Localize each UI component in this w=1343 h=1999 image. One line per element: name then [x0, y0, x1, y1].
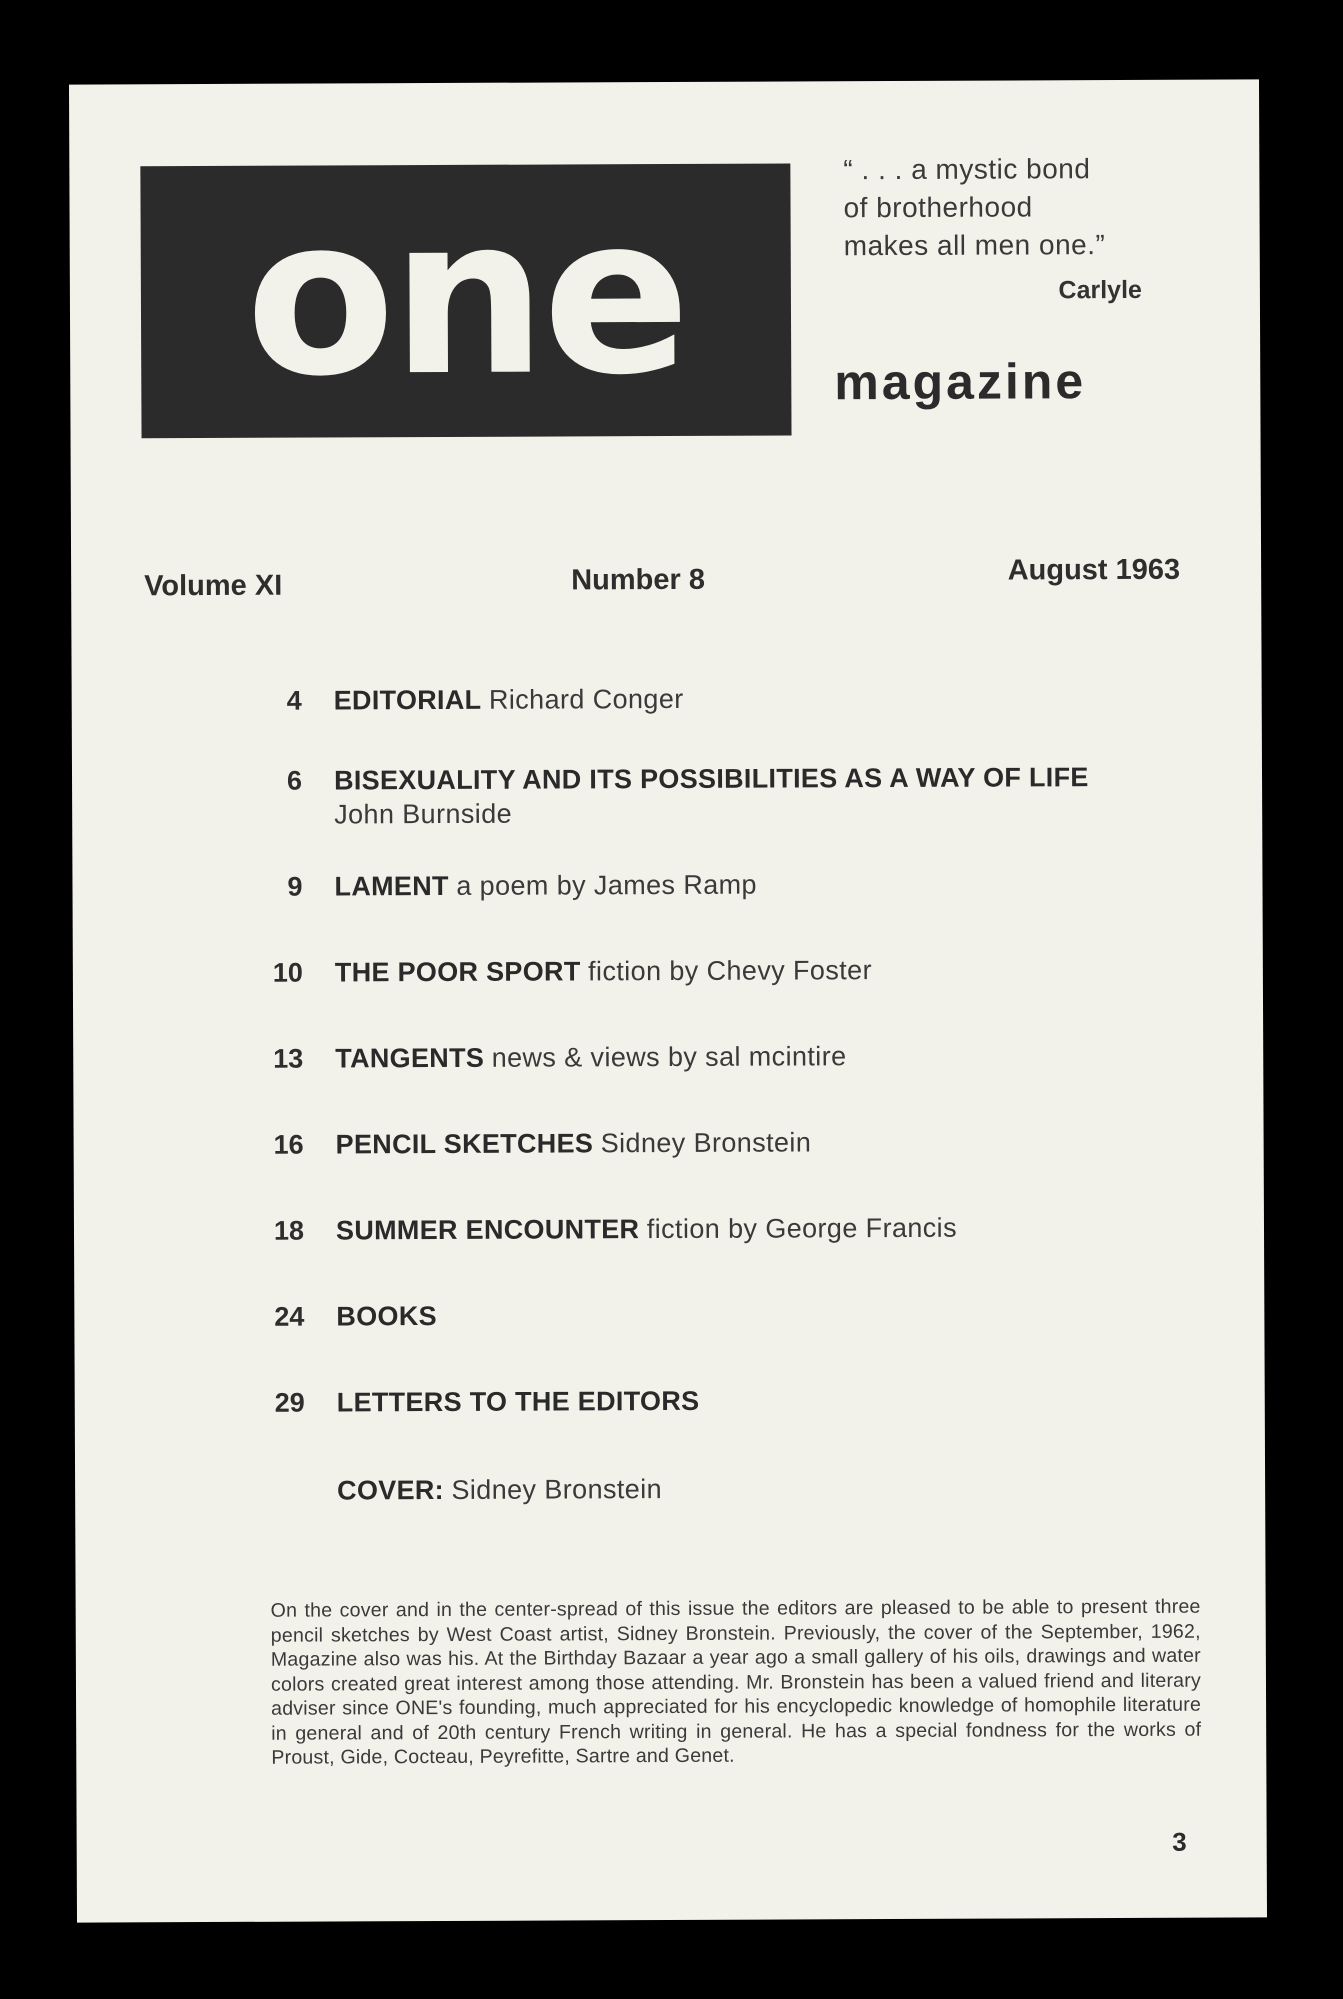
issue-number: Number 8 — [571, 563, 705, 597]
toc-entry — [337, 1470, 1137, 1507]
toc-title: LAMENT — [334, 870, 449, 902]
toc-entry — [335, 1038, 1135, 1075]
toc-page-number: 16 — [273, 1129, 304, 1160]
toc-description: a poem by James Ramp — [456, 869, 757, 901]
toc-title: COVER: — [337, 1474, 445, 1506]
toc-page-number: 13 — [273, 1043, 304, 1074]
quote-attribution: Carlyle — [1058, 275, 1142, 305]
toc-item — [244, 1124, 1144, 1160]
toc-title: LETTERS TO THE EDITORS — [336, 1385, 700, 1418]
toc-page-number: 24 — [274, 1301, 305, 1332]
toc-entry — [334, 866, 1134, 903]
issue-info — [144, 553, 1181, 605]
logo-word: one — [244, 169, 687, 425]
toc-title: SUMMER ENCOUNTER — [335, 1214, 640, 1246]
toc-page-number: 9 — [287, 871, 303, 902]
toc-description: news & views by sal mcintire — [491, 1041, 847, 1073]
toc-title: BOOKS — [336, 1301, 437, 1332]
toc-title: EDITORIAL — [333, 684, 482, 716]
toc-title: THE POOR SPORT — [334, 956, 581, 988]
toc-item — [242, 866, 1142, 902]
cover-note-paragraph: On the cover and in the center-spread of this issue the editors are pleased to be able to present three pencil sketches by West Coast artist, Sidney Bronstein. Previously, the cover of the September, 1962, Magazine also was his. At the Birthday Bazaar a year ago a small gallery of his oils, drawings and water colors created great interest among those attending. Mr. Bronstein has been a valued friend and literary adviser since ONE's founding, much appreciated for his encyclopedic knowledge of homophile literature in general and of 20th century French writing in general. He has a special fondness for the works of Proust, Gide, Cocteau, Peyrefitte, Sartre and Genet. — [270, 1595, 1202, 1769]
toc-description: Sidney Bronstein — [451, 1474, 663, 1505]
toc-title: PENCIL SKETCHES — [335, 1128, 594, 1160]
toc-entry — [334, 680, 1134, 717]
toc-entry — [336, 1210, 1136, 1247]
toc-description: Sidney Bronstein — [600, 1127, 812, 1159]
toc-page-number: 18 — [273, 1215, 305, 1246]
toc-page-number: 29 — [274, 1387, 305, 1418]
issue-date: August 1963 — [1007, 553, 1181, 587]
logo-block — [140, 163, 791, 438]
magazine-page — [69, 79, 1267, 1922]
toc-item — [245, 1382, 1145, 1418]
toc-entry — [336, 1124, 1136, 1161]
toc-item — [244, 1296, 1144, 1332]
toc-item — [244, 1210, 1144, 1246]
toc-entry — [334, 760, 1134, 831]
toc-page-number: 4 — [286, 685, 302, 716]
toc-item — [243, 952, 1143, 988]
toc-description: fiction by Chevy Foster — [588, 955, 872, 987]
quote-line: “ . . . a mystic bond — [843, 153, 1091, 186]
toc-author: John Burnside — [334, 798, 513, 830]
masthead-title: magazine — [834, 353, 1087, 411]
toc-entry — [337, 1382, 1137, 1419]
toc-entry — [336, 1296, 1136, 1333]
quote-line: of brotherhood — [843, 191, 1033, 224]
toc-title: BISEXUALITY AND ITS POSSIBILITIES AS A WAY OF LIFE — [333, 762, 1089, 796]
toc-description: Richard Conger — [488, 683, 684, 715]
page-number: 3 — [1172, 1826, 1187, 1857]
issue-volume: Volume XI — [144, 569, 283, 603]
toc-cover-credit — [245, 1470, 1145, 1506]
toc-page-number: 10 — [272, 957, 303, 988]
toc-item — [242, 760, 1142, 830]
toc-item — [243, 1038, 1143, 1074]
toc-title: TANGENTS — [335, 1042, 485, 1074]
quote-line: makes all men one.” — [843, 229, 1106, 262]
epigraph-quote — [843, 150, 1143, 265]
toc-entry — [335, 952, 1135, 989]
toc-description: fiction by George Francis — [646, 1212, 958, 1245]
toc-item — [242, 680, 1142, 716]
toc-page-number: 6 — [286, 765, 303, 796]
table-of-contents — [242, 680, 1142, 1506]
